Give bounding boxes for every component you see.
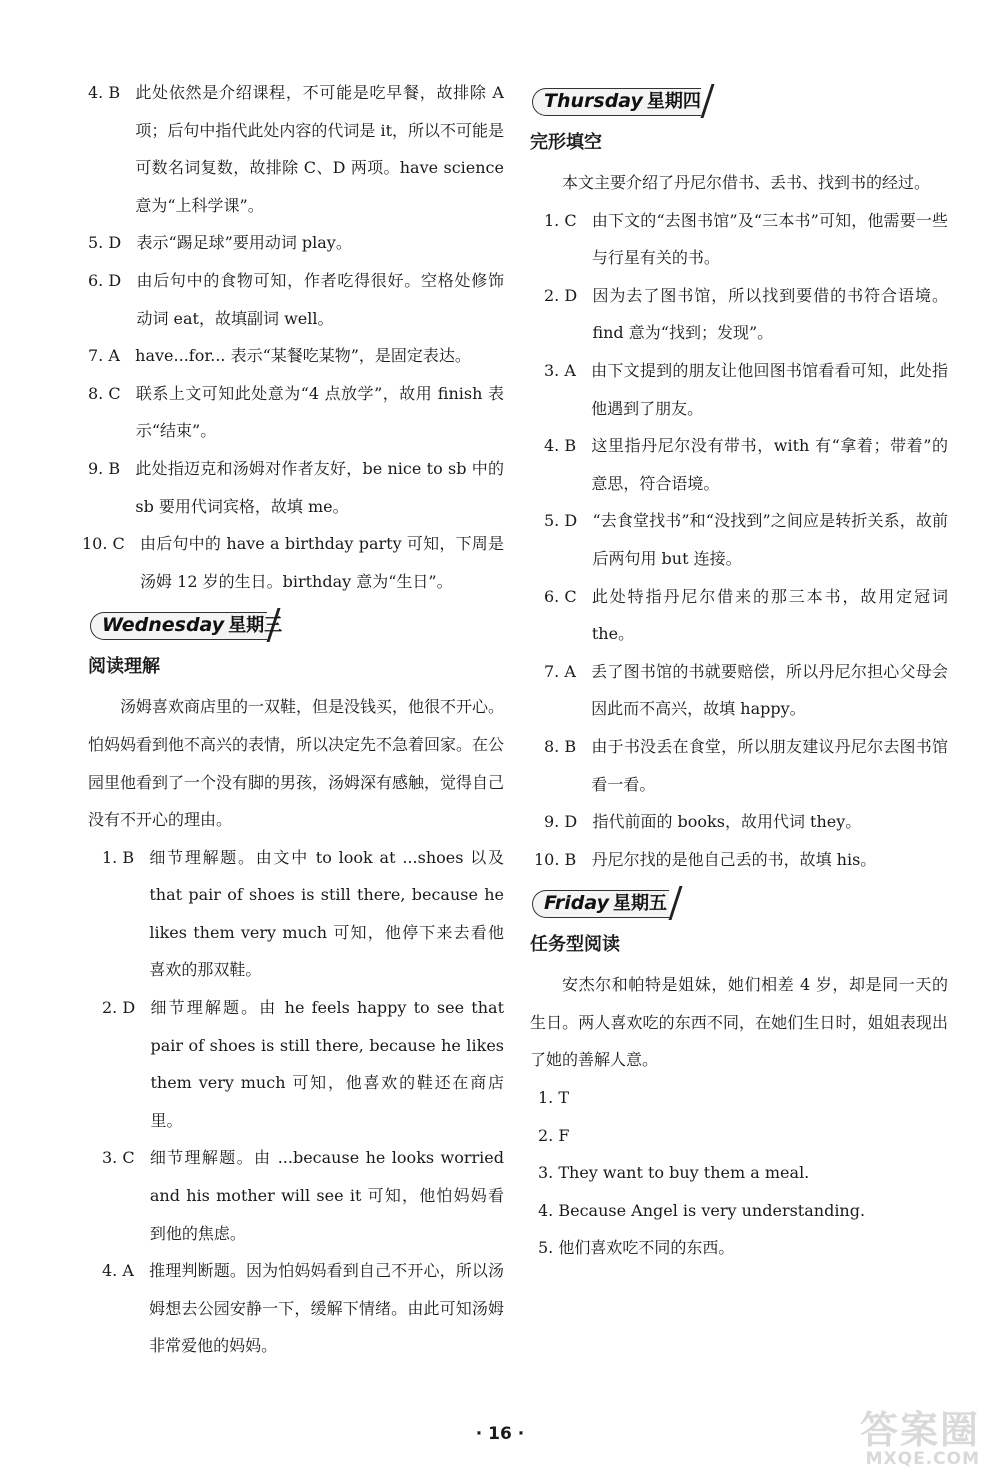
- answer-item: [88, 262, 504, 337]
- answer-number: 9. B: [88, 458, 121, 478]
- answer-explanation: have...for... 表示“某餐吃某物”，是固定表达。: [135, 346, 471, 366]
- right-column: [530, 74, 948, 1267]
- watermark-url: MXQE.COM: [865, 1449, 980, 1469]
- section-heading: 阅读理解: [88, 656, 160, 678]
- answer-item: [530, 578, 948, 653]
- day-banner-thursday: [530, 82, 948, 122]
- answer-list-a: [82, 74, 505, 600]
- answer-item: [530, 728, 948, 803]
- answer-number: 8. C: [88, 383, 121, 403]
- day-label: [102, 612, 282, 639]
- day-english: Wednesday: [102, 614, 225, 637]
- day-english: Thursday: [544, 90, 643, 112]
- answer-number: 10. C: [82, 534, 125, 554]
- answer-number: 3. A: [544, 360, 576, 380]
- answer-explanation: “去食堂找书”和“没找到”之间应是转折关系，故前后两句用 but 连接。: [592, 511, 948, 568]
- answer-explanation: 丹尼尔找的是他自己丢的书，故填 his。: [591, 849, 877, 869]
- answer-item: [530, 803, 948, 841]
- answer-explanation: 细节理解题。由文中 to look at ...shoes 以及 that pair of shoes is still there, because he likes them very much 可知，他停下来去看他喜欢的那双鞋。: [149, 847, 504, 980]
- answer-explanation: 此处依然是介绍课程，不可能是吃早餐，故排除 A 项；后句中指代此处内容的代词是 it，所以不可能是可数名词复数，故排除 C、D 两项。have science 意为“上科学课”。: [135, 83, 505, 215]
- answer-explanation: 由后句中的食物可知，作者吃得很好。空格处修饰动词 eat，故填副词 well。: [136, 270, 504, 328]
- answer-number: 3. C: [102, 1148, 135, 1168]
- answer-explanation: 由下文的“去图书馆”及“三本书”可知，他需要一些与行星有关的书。: [591, 210, 948, 268]
- day-banner-friday: [530, 884, 948, 924]
- answer-explanation: 由于书没丢在食堂，所以朋友建议丹尼尔去图书馆看一看。: [591, 736, 948, 794]
- answer-number: 7. A: [544, 661, 576, 681]
- watermark-logo: 答案圈: [859, 1408, 980, 1452]
- day-chinese: 星期四: [646, 91, 701, 112]
- day-english: Friday: [544, 892, 609, 915]
- answer-item: [82, 525, 504, 600]
- answer-number: 8. B: [544, 736, 577, 756]
- answer-list-c: [530, 202, 948, 879]
- answer-item: [88, 450, 504, 525]
- answer-explanation: 此处特指丹尼尔借来的那三本书，故用定冠词 the。: [591, 586, 948, 644]
- day-label: [544, 890, 667, 917]
- answer-number: 1. C: [544, 210, 577, 230]
- banner-slash: [668, 886, 682, 920]
- answer-explanation: 细节理解题。由 he feels happy to see that pair of shoes is still there, because he likes them very much 可知，他喜欢的鞋还在商店里。: [150, 998, 504, 1130]
- answer-number: 4. A: [102, 1261, 134, 1281]
- answer-number: 2. D: [102, 998, 136, 1018]
- answer-explanation: 指代前面的 books，故用代词 they。: [592, 812, 862, 832]
- answer-explanation: 丢了图书馆的书就要赔偿，所以丹尼尔担心父母会因此而不高兴，故填 happy。: [591, 661, 948, 719]
- answer-number: 5. D: [88, 233, 122, 253]
- answer-explanation: 表示“踢足球”要用动词 play。: [136, 233, 352, 253]
- answer-explanation: 联系上文可知此处意为“4 点放学”，故用 finish 表示“结束”。: [135, 383, 504, 441]
- day-chinese: 星期五: [613, 893, 667, 915]
- answer-item: [88, 1139, 504, 1252]
- answer-list-b: [88, 839, 504, 1365]
- answer-item: [88, 375, 504, 450]
- passage-summary: 汤姆喜欢商店里的一双鞋，但是没钱买，他很不开心。怕妈妈看到他不高兴的表情，所以决定先不急着回家。在公园里他看到了一个没有脚的男孩，汤姆深有感触，觉得自己没有不开心的理由。: [88, 697, 505, 830]
- answer-number: 5. D: [544, 511, 578, 531]
- answer-item: [530, 841, 948, 879]
- answer-number: 2. D: [544, 285, 578, 305]
- answer-item: [88, 839, 504, 989]
- day-banner-wednesday: [88, 606, 504, 646]
- answer-line: 2. F: [538, 1125, 570, 1145]
- page-number: · 16 ·: [475, 1424, 525, 1444]
- answer-number: 1. B: [102, 847, 135, 867]
- answer-item: [530, 502, 948, 577]
- answer-item: [88, 74, 504, 224]
- answer-number: 9. D: [544, 812, 578, 832]
- answer-number: 10. B: [534, 849, 577, 869]
- answer-line: 1. T: [538, 1088, 570, 1108]
- section-heading: 任务型阅读: [530, 934, 620, 956]
- answer-explanation: 此处指迈克和汤姆对作者友好，be nice to sb 中的 sb 要用代词宾格，故填 me。: [135, 458, 504, 516]
- banner-slash: [700, 84, 714, 118]
- answer-number: 7. A: [88, 346, 120, 366]
- answer-item: [88, 989, 504, 1139]
- answer-item: [530, 653, 948, 728]
- answer-line: 3. They want to buy them a meal.: [538, 1163, 810, 1183]
- answer-item: [530, 352, 948, 427]
- answer-item: [88, 224, 504, 262]
- answer-explanation: 这里指丹尼尔没有带书，with 有“拿着；带着”的意思，符合语境。: [591, 436, 948, 493]
- answer-number: 6. D: [88, 270, 122, 290]
- answer-item: [530, 277, 948, 352]
- answer-number: 6. C: [544, 586, 577, 606]
- answer-explanation: 推理判断题。因为怕妈妈看到自己不开心，所以汤姆想去公园安静一下，缓解下情绪。由此可知汤姆非常爱他的妈妈。: [149, 1261, 504, 1356]
- answer-explanation: 由后句中的 have a birthday party 可知，下周是汤姆 12 岁的生日。birthday 意为“生日”。: [140, 534, 504, 591]
- answer-item: [88, 337, 504, 375]
- day-chinese: 星期三: [228, 615, 283, 637]
- watermark: [860, 1410, 980, 1468]
- passage-summary: 本文主要介绍了丹尼尔借书、丢书、找到书的经过。: [562, 173, 931, 192]
- passage-summary: 安杰尔和帕特是姐妹，她们相差 4 岁，却是同一天的生日。两人喜欢吃的东西不同，在她们生日时，姐姐表现出了她的善解人意。: [530, 975, 948, 1070]
- answer-number: 4. B: [88, 83, 121, 102]
- answer-explanation: 细节理解题。由 ...because he looks worried and his mother will see it 可知，他怕妈妈看到他的焦虑。: [149, 1148, 504, 1243]
- day-label: [544, 88, 701, 115]
- answer-explanation: 因为去了图书馆，所以找到要借的书符合语境。find 意为“找到；发现”。: [592, 285, 948, 343]
- answer-item: [88, 1252, 504, 1365]
- answer-explanation: 由下文提到的朋友让他回图书馆看看可知，此处指他遇到了朋友。: [591, 360, 948, 418]
- answer-number: 4. B: [544, 436, 577, 456]
- answer-line: 4. Because Angel is very understanding.: [538, 1200, 866, 1220]
- answer-item: [530, 202, 948, 277]
- section-heading: 完形填空: [530, 132, 602, 153]
- left-column: [82, 74, 505, 1365]
- answer-line: 5. 他们喜欢吃不同的东西。: [538, 1238, 735, 1258]
- answer-item: [530, 427, 948, 502]
- task-answers: [530, 1079, 948, 1267]
